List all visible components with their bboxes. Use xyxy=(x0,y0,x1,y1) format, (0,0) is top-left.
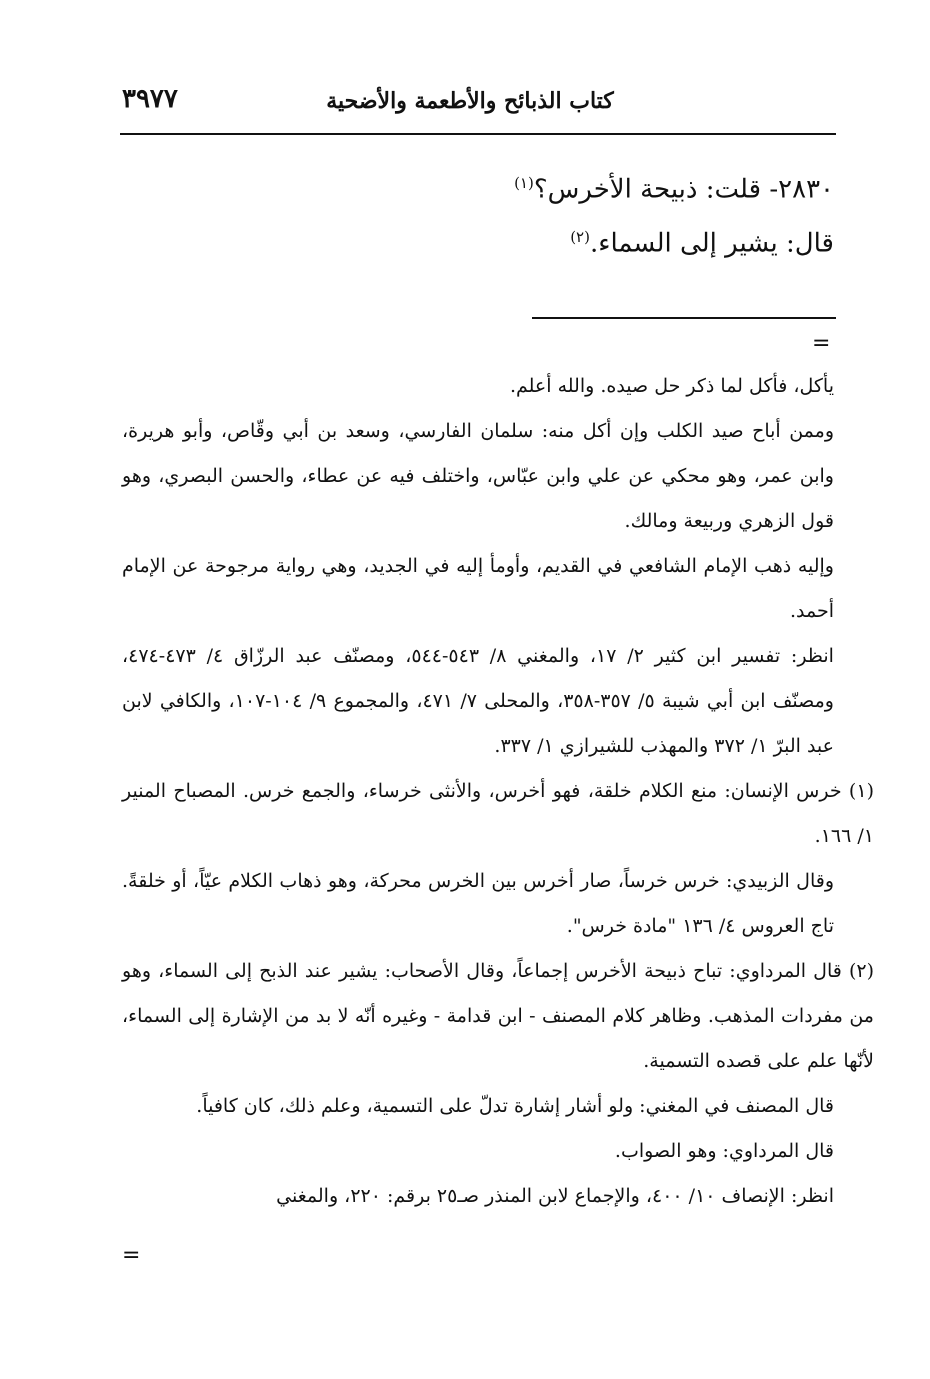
footnote-2: (٢) قال المرداوي: تباح ذبيحة الأخرس إجماعاً، وقال الأصحاب: يشير عند الذبح إلى السماء، وهو من مفردات المذهب. وظاهر كلام المصنف - ابن قدامة - وغيره أنّه لا بد من الإشارة إلى السماء، لأنّها علم على قصده التسمية. xyxy=(122,960,874,1072)
answer-line xyxy=(570,228,834,259)
header-rule xyxy=(120,133,836,135)
footnote-ref-1: (١) xyxy=(514,174,534,192)
answer-text: قال: يشير إلى السماء. xyxy=(589,228,834,259)
footnote-ref-2: (٢) xyxy=(570,228,590,246)
continuation-mark-bottom: = xyxy=(122,1243,141,1268)
running-title: كتاب الذبائح والأطعمة والأضحية xyxy=(326,88,614,114)
footnote-paragraph: وممن أباح صيد الكلب وإن أكل منه: سلمان الفارسي، وسعد بن أبي وقّاص، وأبو هريرة، وابن عمر، وهو محكي عن علي وابن عبّاس، واختلف فيه عن عطاء، والحسن البصري، وهو قول الزهري وربيعة ومالك. xyxy=(122,420,834,532)
footnote-paragraph: انظر: تفسير ابن كثير ٢/ ١٧، والمغني ٨/ ٥٤٣-٥٤٤، ومصنّف عبد الرزّاق ٤/ ٤٧٣-٤٧٤، ومصنّف ابن أبي شيبة ٥/ ٣٥٧-٣٥٨، والمحلى ٧/ ٤٧١، والمجموع ٩/ ١٠٤-١٠٧، والكافي لابن عبد البرّ ١/ ٣٧٢ والمهذب للشيرازي ١/ ٣٣٧. xyxy=(122,645,834,757)
footnote-paragraph: قال المرداوي: وهو الصواب. xyxy=(614,1140,834,1162)
question-text: ٢٨٣٠- قلت: ذبيحة الأخرس؟ xyxy=(533,174,834,205)
footnotes-block xyxy=(122,364,874,1219)
continuation-mark-top: = xyxy=(812,331,831,356)
footnote-paragraph: وإليه ذهب الإمام الشافعي في القديم، وأومأ إليه في الجديد، وهي رواية مرجوحة عن الإمام أحمد. xyxy=(122,555,834,622)
footnote-paragraph: يأكل، فأكل لما ذكر حل صيده. والله أعلم. xyxy=(509,375,834,397)
page-number: ٣٩٧٧ xyxy=(122,84,178,114)
footnote-1: (١) خرس الإنسان: منع الكلام خلقة، فهو أخرس، والأنثى خرساء، والجمع خرس. المصباح المنير ١/ ١٦٦. xyxy=(122,780,874,847)
footnote-paragraph: وقال الزبيدي: خرس خرساً، صار أخرس بين الخرس محركة، وهو ذهاب الكلام عيّاً، أو خلقةً. تاج العروس ٤/ ١٣٦ "مادة خرس". xyxy=(122,870,834,937)
footnote-paragraph: قال المصنف في المغني: ولو أشار إشارة تدلّ على التسمية، وعلم ذلك، كان كافياً. xyxy=(196,1095,834,1117)
question-line xyxy=(514,174,834,205)
footnote-paragraph: انظر: الإنصاف ١٠/ ٤٠٠، والإجماع لابن المنذر صـ٢٥ برقم: ٢٢٠، والمغني xyxy=(276,1185,834,1207)
footnote-separator xyxy=(532,317,836,319)
